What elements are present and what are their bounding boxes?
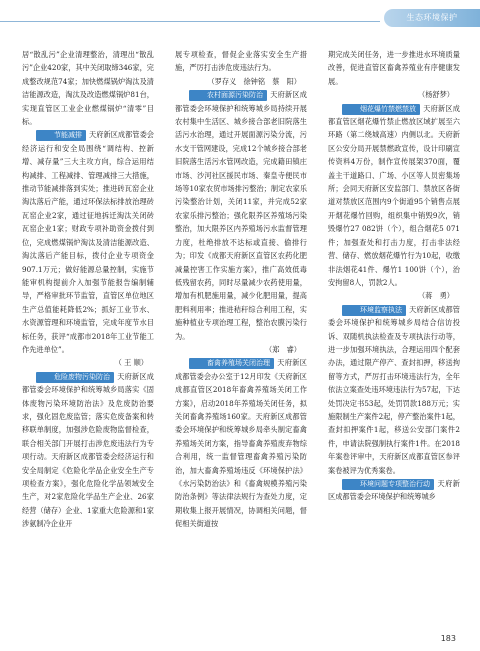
section-tag: 危险废物污染防治 [36,372,114,383]
text-column-1 [22,48,154,531]
section-tag: 环境监察执法 [342,305,406,316]
section-jiancha [328,303,460,477]
author-signature: （杨舒梦） [418,90,454,100]
text-column-3 [328,48,460,504]
section-body: 天府新区成都直管区烟花爆竹禁止燃放区域扩展至六环路（第二绕城高速）内侧以北。天府新区公安分局开展禁燃政宣传，设计印刷宣传资料4万份，制作宣传展架370面，覆盖主干道路口、广场、小区等人员密集场所；会同天府新区安监部门、禁放区各街道对禁放区范围内9个街道95个销售点展开烟花爆竹回购，组织集中销毁9次，销毁爆竹27 082饼（个），组合烟花5 071件；加强查处和打击力度，打击非法经营、储存、燃放烟花爆竹行为10起，收缴非法烟花41件、爆竹1 100饼（个），治安拘留8人，罚款2人。 [328,103,460,287]
section-body: 天府新区成都管委会经济运行和安全局围绕“调结构、控新增、减存量”三大主攻方向，综合运用结构减排、工程减排、管理减排三大措施，推动节能减排落到实处；推进砖瓦窑企业淘汰落后产能，通过环保法标排放治理砖瓦窑企业2家，通过征地拆迁淘汰关闭砖瓦窑企业1家；财政专项补助资金拨付到位，完成燃煤锅炉淘汰及清洁能源改造、淘汰落后产能目标，拨付企业专项资金907.1万元；做好能源总量控制，实施节能审机构提前介入加强节能报告编制辅导，严格审批环节监管，直管区单位地区生产总值能耗降低2%；抓好工业节水、水资源管理和环境监管，完成年度节水目标任务，获评“成都市2018年工业节能工作先进单位”。 [22,130,154,354]
section-body: 天府新区成都管委会办公室于12月印发《天府新区成都直管区2018年畜禽养殖场关闭工作方案》，启动2018年养殖场关闭任务，拟关闭畜禽养殖场160家。天府新区成都管委会环境保护和统筹城乡局牵头制定畜禽养殖场关闭方案，指导畜禽养殖废弃物综合利用，统一监督管理畜禽养殖污染防治，加大畜禽养殖场违反《环境保护法》《水污染防治法》和《畜禽规模养殖污染防治条例》等法律法规行为查处力度，定期收集上报开展情况，协调相关问题，督促相关街道按 [175,358,307,529]
section-tag: 环境问题专项整治行动 [342,479,434,490]
section-tag: 节能减排 [36,130,86,141]
section-body: 天府新区成都管委会环境保护和统筹城乡局结合信访投诉、双随机执法检查及专项执法行动等，进一步加强环境执法，合理运用四个配套办法，通过限产停产、查封扣押，移送拘留等方式，严厉打击环境违法行为，全年依法立案查处违环境违法行为57起，下达处罚决定书53起，处罚罚款188万元；实施限制生产案件2起，停产整治案件1起，查封扣押案件1起，移送公安部门案件2件，申请法院强制执行案件1件。在2018年案卷评审中，天府新区成都直管区参评案卷被评为优秀案卷。 [328,304,460,475]
author-signature: （郑 睿） [265,344,301,354]
section-label: 生态环境保护 [384,9,480,27]
page-number: 183 [440,634,456,643]
section-tag: 畜禽养殖场关闭治理 [189,358,274,369]
paragraph: 期完成关闭任务，进一步推进水环境质量改善，促进直管区畜禽养殖业有序健康发展。 [328,50,460,86]
section-zhuanxiang [328,477,460,504]
author-signature: （蒋 勇） [418,291,454,301]
text-column-2 [175,48,307,531]
author-signature: （罗存义 徐钟铭 蔡 阳） [207,76,301,86]
section-mianyuan [175,88,307,343]
paragraph: 展专项检查，督促企业落实安全生产措施，严厉打击涉危废违法行为。 [175,50,307,73]
section-xuqin [175,356,307,530]
section-nengjian [22,128,154,356]
running-header [0,9,480,33]
section-body: 天府新区成都管委会环境保护和统筹城乡局落实《固体废物污染环境防治法》及危废防治要求，强化固危废监管；落实危废备案和转移联单制度，加强涉危险废物监督检查，联合相关部门开展打击涉危废违法行为专项行动。天府新区成都管委会经济运行和安全局制定《危险化学品企业安全生产专项检查方案》，强化危险化学品领域安全生产，对2家危险化学品生产企业、26家经营（储存）企业、1家重大危险源和1家涉氨制冷企业开 [22,371,154,529]
section-tag: 农村面源污染防治 [189,90,267,101]
section-body: 天府新区成都管委会环境保护和统筹城乡局持续开展农村集中生活区、城乡接合部老旧院落生活污水治理，通过开展面源污染分流，污水支干管网建设，完成12个城乡接合部老旧院落生活污水管网改造，完成籍田镇庄市场、沙河社区援民市场、秦皇寺便民市场等10家农贸市场排污整治；制定农家乐污染整治计划，关闭11家，并完成52家农家乐排污整治；强化限养区养殖场污染整治，加大限养区内养殖场污水监督管理力度，杜绝排放不达标或直接、偷排行为；印发《成都天府新区直管区农药化肥减量控害工作实施方案》，推广高效低毒低残留农药，同时尽量减少农药使用量，增加有机肥施用量，减少化肥用量，提高肥料利用率；推进秸秆综合利用工程，实施种植业专项治理工程，整治农膜污染行为。 [175,90,307,341]
section-tag: 烟花爆竹禁燃禁放 [342,104,420,115]
author-signature: （ 王 顺） [114,358,148,368]
section-body: 天府新区成都管委会环境保护和统筹城乡 [328,479,460,502]
paragraph: 居“散乱污”企业清理整治，清理出“散乱污”企业420家，其中关闭取缔346家，完成整改规范74家；加快燃煤锅炉淘汰及清洁能源改造，淘汰及改造燃煤锅炉81台，实现直管区工业企业燃煤锅炉“清零”目标。 [22,50,154,127]
section-weifei [22,370,154,531]
header-rule [0,21,380,22]
section-yanhua [328,102,460,290]
